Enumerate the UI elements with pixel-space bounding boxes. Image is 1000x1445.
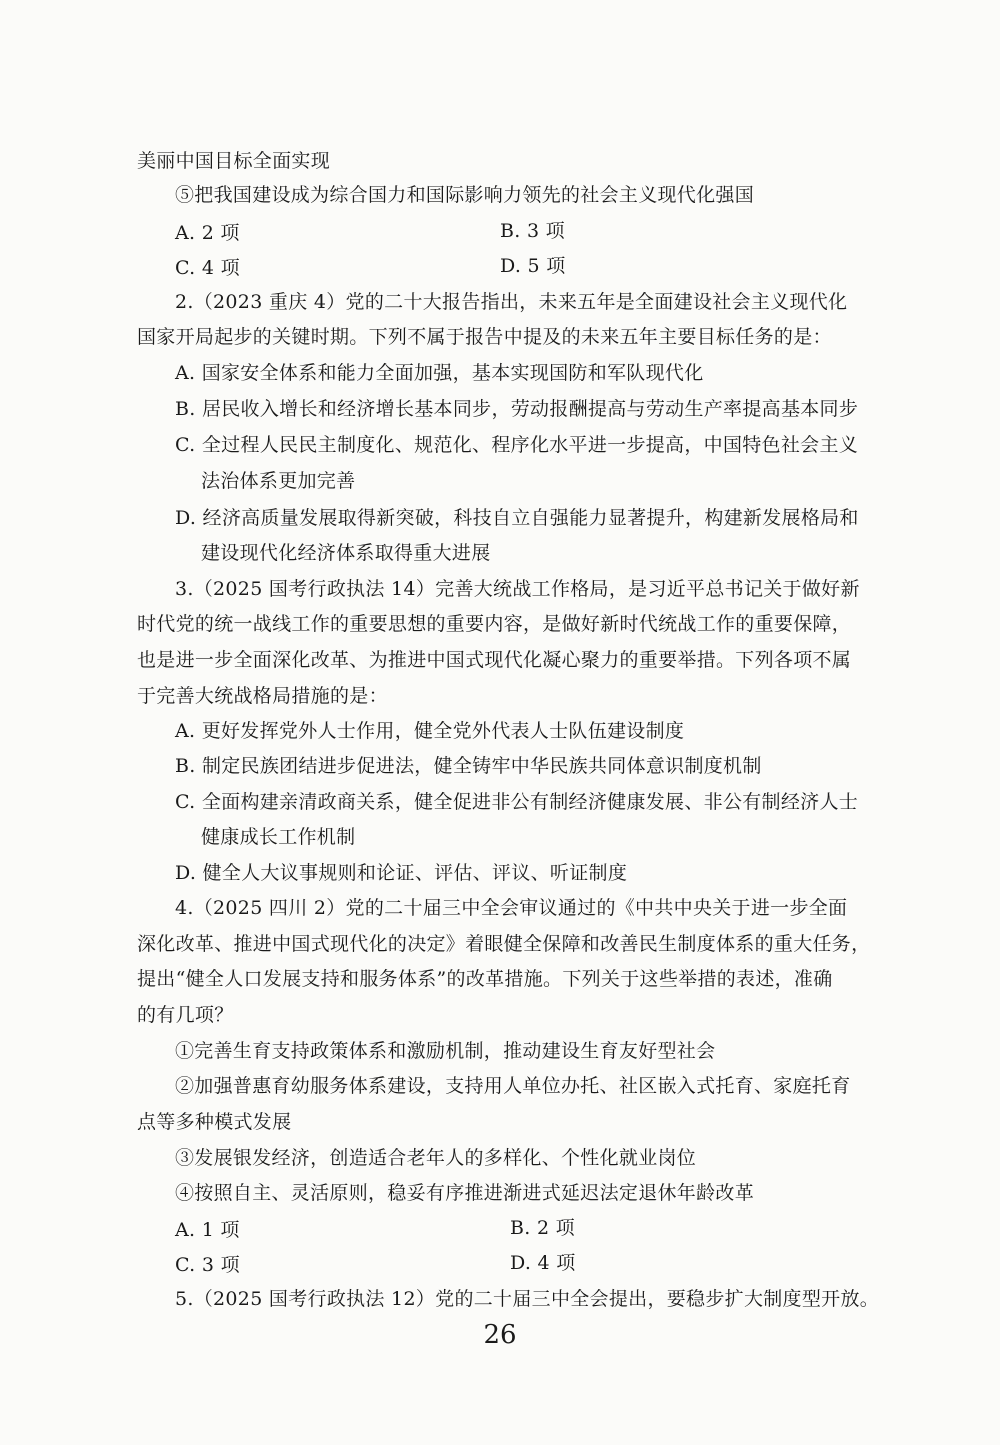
q4-option-d: D. 4 项 xyxy=(510,1252,576,1274)
page-number: 26 xyxy=(483,1320,517,1350)
q2-option-d-line-1: D. 经济高质量发展取得新突破，科技自立自强能力显著提升，构建新发展格局和 xyxy=(175,507,859,529)
q2-option-b: B. 居民收入增长和经济增长基本同步，劳动报酬提高与劳动生产率提高基本同步 xyxy=(175,398,859,420)
q4-stem-line-3: 提出“健全人口发展支持和服务体系”的改革措施。下列关于这些举措的表述，准确 xyxy=(137,968,833,990)
q4-stem-line-1: 4.（2025 四川 2）党的二十届三中全会审议通过的《中共中央关于进一步全面 xyxy=(175,897,848,919)
q3-option-b: B. 制定民族团结进步促进法，健全铸牢中华民族共同体意识制度机制 xyxy=(175,755,762,777)
q3-stem-line-1: 3.（2025 国考行政执法 14）完善大统战工作格局，是习近平总书记关于做好新 xyxy=(175,578,860,600)
q4-item-4: ④按照自主、灵活原则，稳妥有序推进渐进式延迟法定退休年龄改革 xyxy=(175,1182,755,1204)
q4-option-b: B. 2 项 xyxy=(510,1217,575,1239)
q2-option-c-line-2: 法治体系更加完善 xyxy=(201,470,356,492)
q1-option-a: A. 2 项 xyxy=(175,222,240,244)
q4-item-1: ①完善生育支持政策体系和激励机制，推动建设生育友好型社会 xyxy=(175,1040,716,1062)
q3-stem-line-4: 于完善大统战格局措施的是： xyxy=(137,685,388,707)
q4-stem-line-4: 的有几项？ xyxy=(137,1004,234,1026)
q1-option-c: C. 4 项 xyxy=(175,257,240,279)
q3-option-a: A. 更好发挥党外人士作用，健全党外代表人士队伍建设制度 xyxy=(175,720,685,742)
q2-stem-line-1: 2.（2023 重庆 4）党的二十大报告指出，未来五年是全面建设社会主义现代化 xyxy=(175,291,848,313)
q1-option-d: D. 5 项 xyxy=(500,255,566,277)
q1-item-5: ⑤把我国建设成为综合国力和国际影响力领先的社会主义现代化强国 xyxy=(175,184,755,206)
q4-item-2-line-2: 点等多种模式发展 xyxy=(137,1111,292,1133)
q5-stem-line-1: 5.（2025 国考行政执法 12）党的二十届三中全会提出，要稳步扩大制度型开放。 xyxy=(175,1288,880,1310)
q2-option-d-line-2: 建设现代化经济体系取得重大进展 xyxy=(201,542,491,564)
q2-option-a: A. 国家安全体系和能力全面加强，基本实现国防和军队现代化 xyxy=(175,362,704,384)
q1-option-b: B. 3 项 xyxy=(500,220,565,242)
q4-item-2-line-1: ②加强普惠育幼服务体系建设，支持用人单位办托、社区嵌入式托育、家庭托育 xyxy=(175,1075,851,1097)
q3-option-d: D. 健全人大议事规则和论证、评估、评议、听证制度 xyxy=(175,862,628,884)
q3-option-c-line-1: C. 全面构建亲清政商关系，健全促进非公有制经济健康发展、非公有制经济人士 xyxy=(175,791,859,813)
q2-stem-line-2: 国家开局起步的关键时期。下列不属于报告中提及的未来五年主要目标任务的是： xyxy=(137,326,832,348)
q4-option-a: A. 1 项 xyxy=(175,1219,240,1241)
q4-stem-line-2: 深化改革、推进中国式现代化的决定》着眼健全保障和改善民生制度体系的重大任务， xyxy=(137,933,871,955)
q3-option-c-line-2: 健康成长工作机制 xyxy=(201,826,356,848)
q1-continuation: 美丽中国目标全面实现 xyxy=(137,150,331,172)
q4-option-c: C. 3 项 xyxy=(175,1254,240,1276)
q3-stem-line-3: 也是进一步全面深化改革、为推进中国式现代化凝心聚力的重要举措。下列各项不属 xyxy=(137,649,852,671)
q2-option-c-line-1: C. 全过程人民民主制度化、规范化、程序化水平进一步提高，中国特色社会主义 xyxy=(175,434,859,456)
q4-item-3: ③发展银发经济，创造适合老年人的多样化、个性化就业岗位 xyxy=(175,1147,697,1169)
q3-stem-line-2: 时代党的统一战线工作的重要思想的重要内容，是做好新时代统战工作的重要保障， xyxy=(137,613,852,635)
